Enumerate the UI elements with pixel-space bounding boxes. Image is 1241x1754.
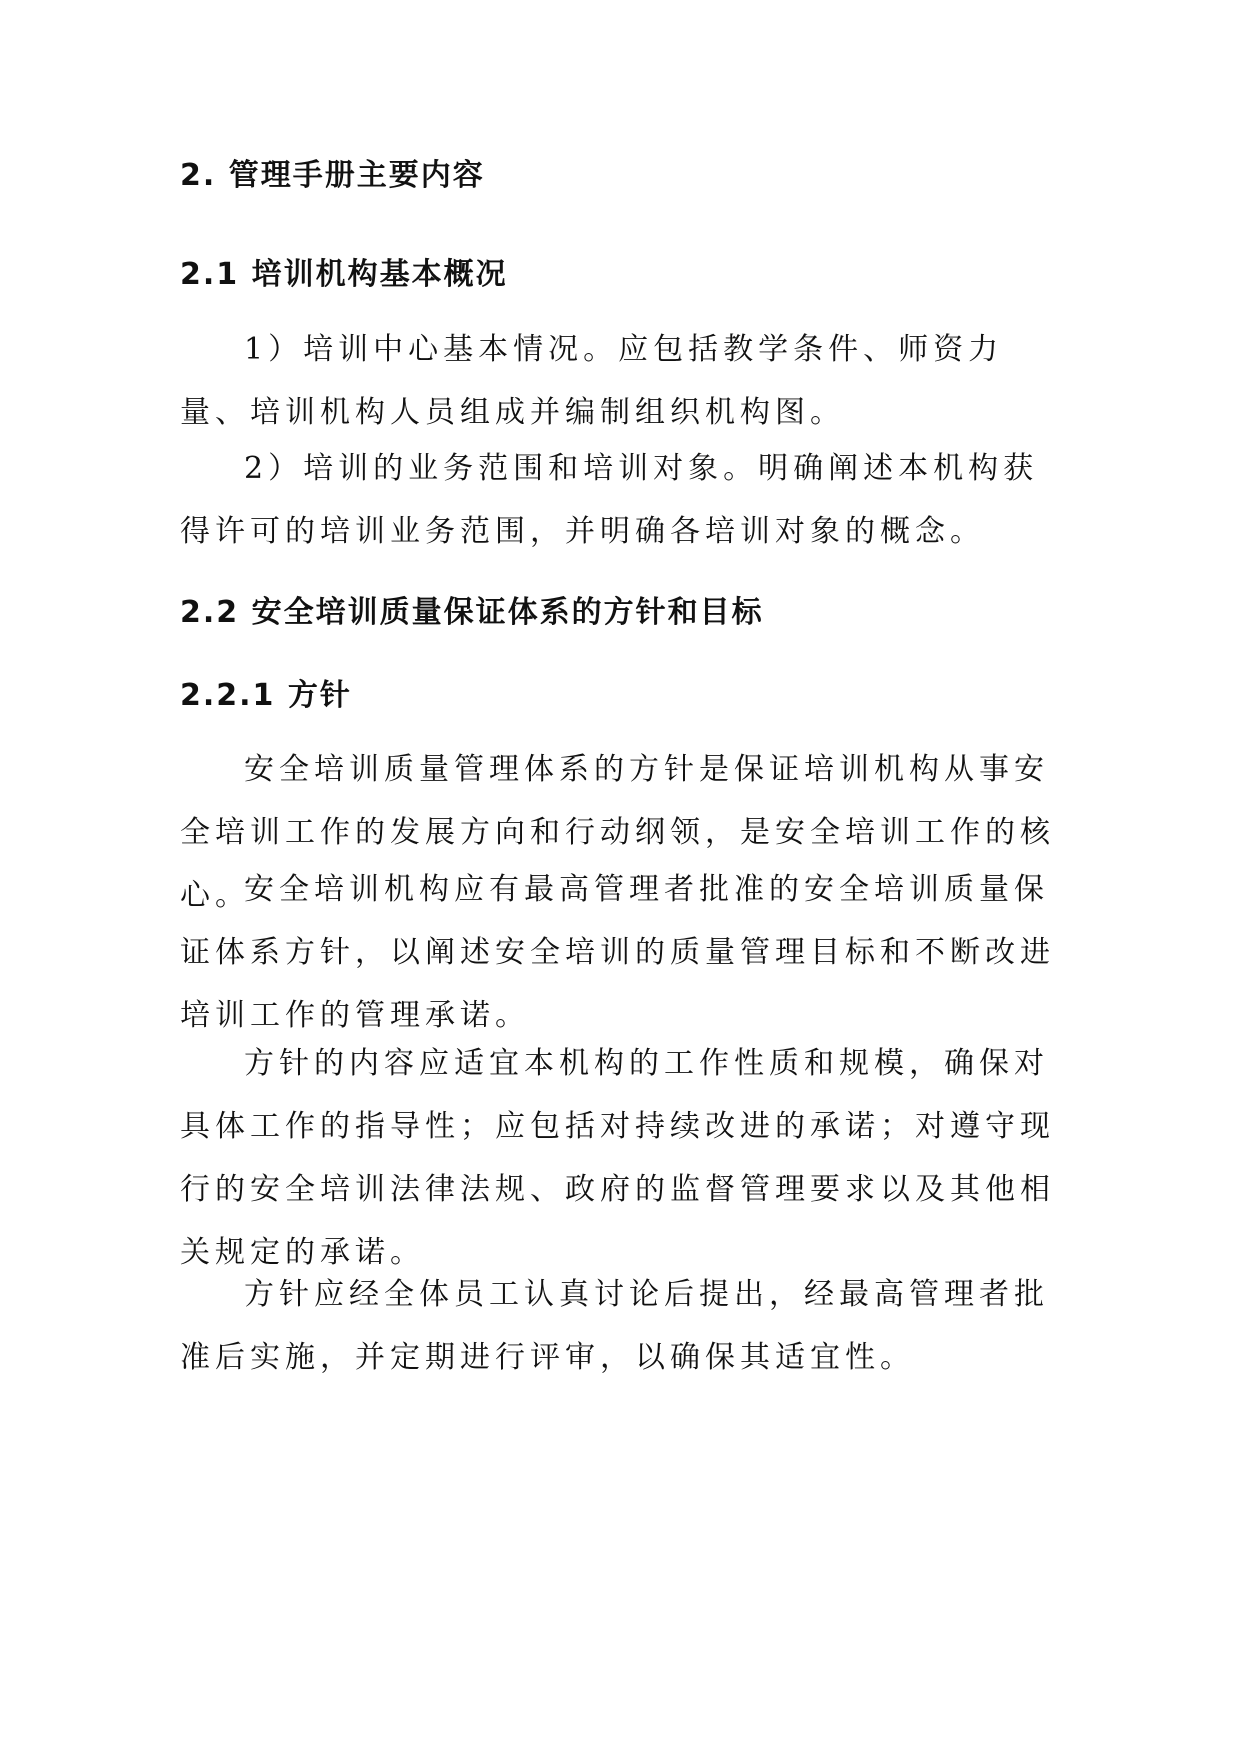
subsection-title-2-1: 2.1 培训机构基本概况	[180, 257, 508, 292]
paragraph-2-2-1-1: 安全培训质量管理体系的方针是保证培训机构从事安全培训工作的发展方向和行动纲领，是安全培训工作的核心。	[180, 752, 1055, 913]
paragraph-2-2-1-4: 方针应经全体员工认真讨论后提出，经最高管理者批准后实施，并定期进行评审，以确保其适宜性。	[180, 1277, 1049, 1375]
paragraph-2-2-1-3: 方针的内容应适宜本机构的工作性质和规模，确保对具体工作的指导性；应包括对持续改进的承诺；对遵守现行的安全培训法律法规、政府的监督管理要求以及其他相关规定的承诺。	[180, 1046, 1055, 1270]
paragraph-2-1-item-2: 2）培训的业务范围和培训对象。明确阐述本机构获得许可的培训业务范围，并明确各培训对象的概念。	[180, 451, 1039, 549]
paragraph-2-2-1-2: 安全培训机构应有最高管理者批准的安全培训质量保证体系方针，以阐述安全培训的质量管理目标和不断改进培训工作的管理承诺。	[180, 872, 1055, 1033]
section-title: 2. 管理手册主要内容	[180, 158, 485, 193]
subsection-title-2-2-1: 2.2.1 方针	[180, 678, 352, 713]
paragraph-2-1-item-1: 1）培训中心基本情况。应包括教学条件、师资力量、培训机构人员组成并编制组织机构图。	[180, 332, 1004, 430]
subsection-title-2-2: 2.2 安全培训质量保证体系的方针和目标	[180, 595, 764, 630]
